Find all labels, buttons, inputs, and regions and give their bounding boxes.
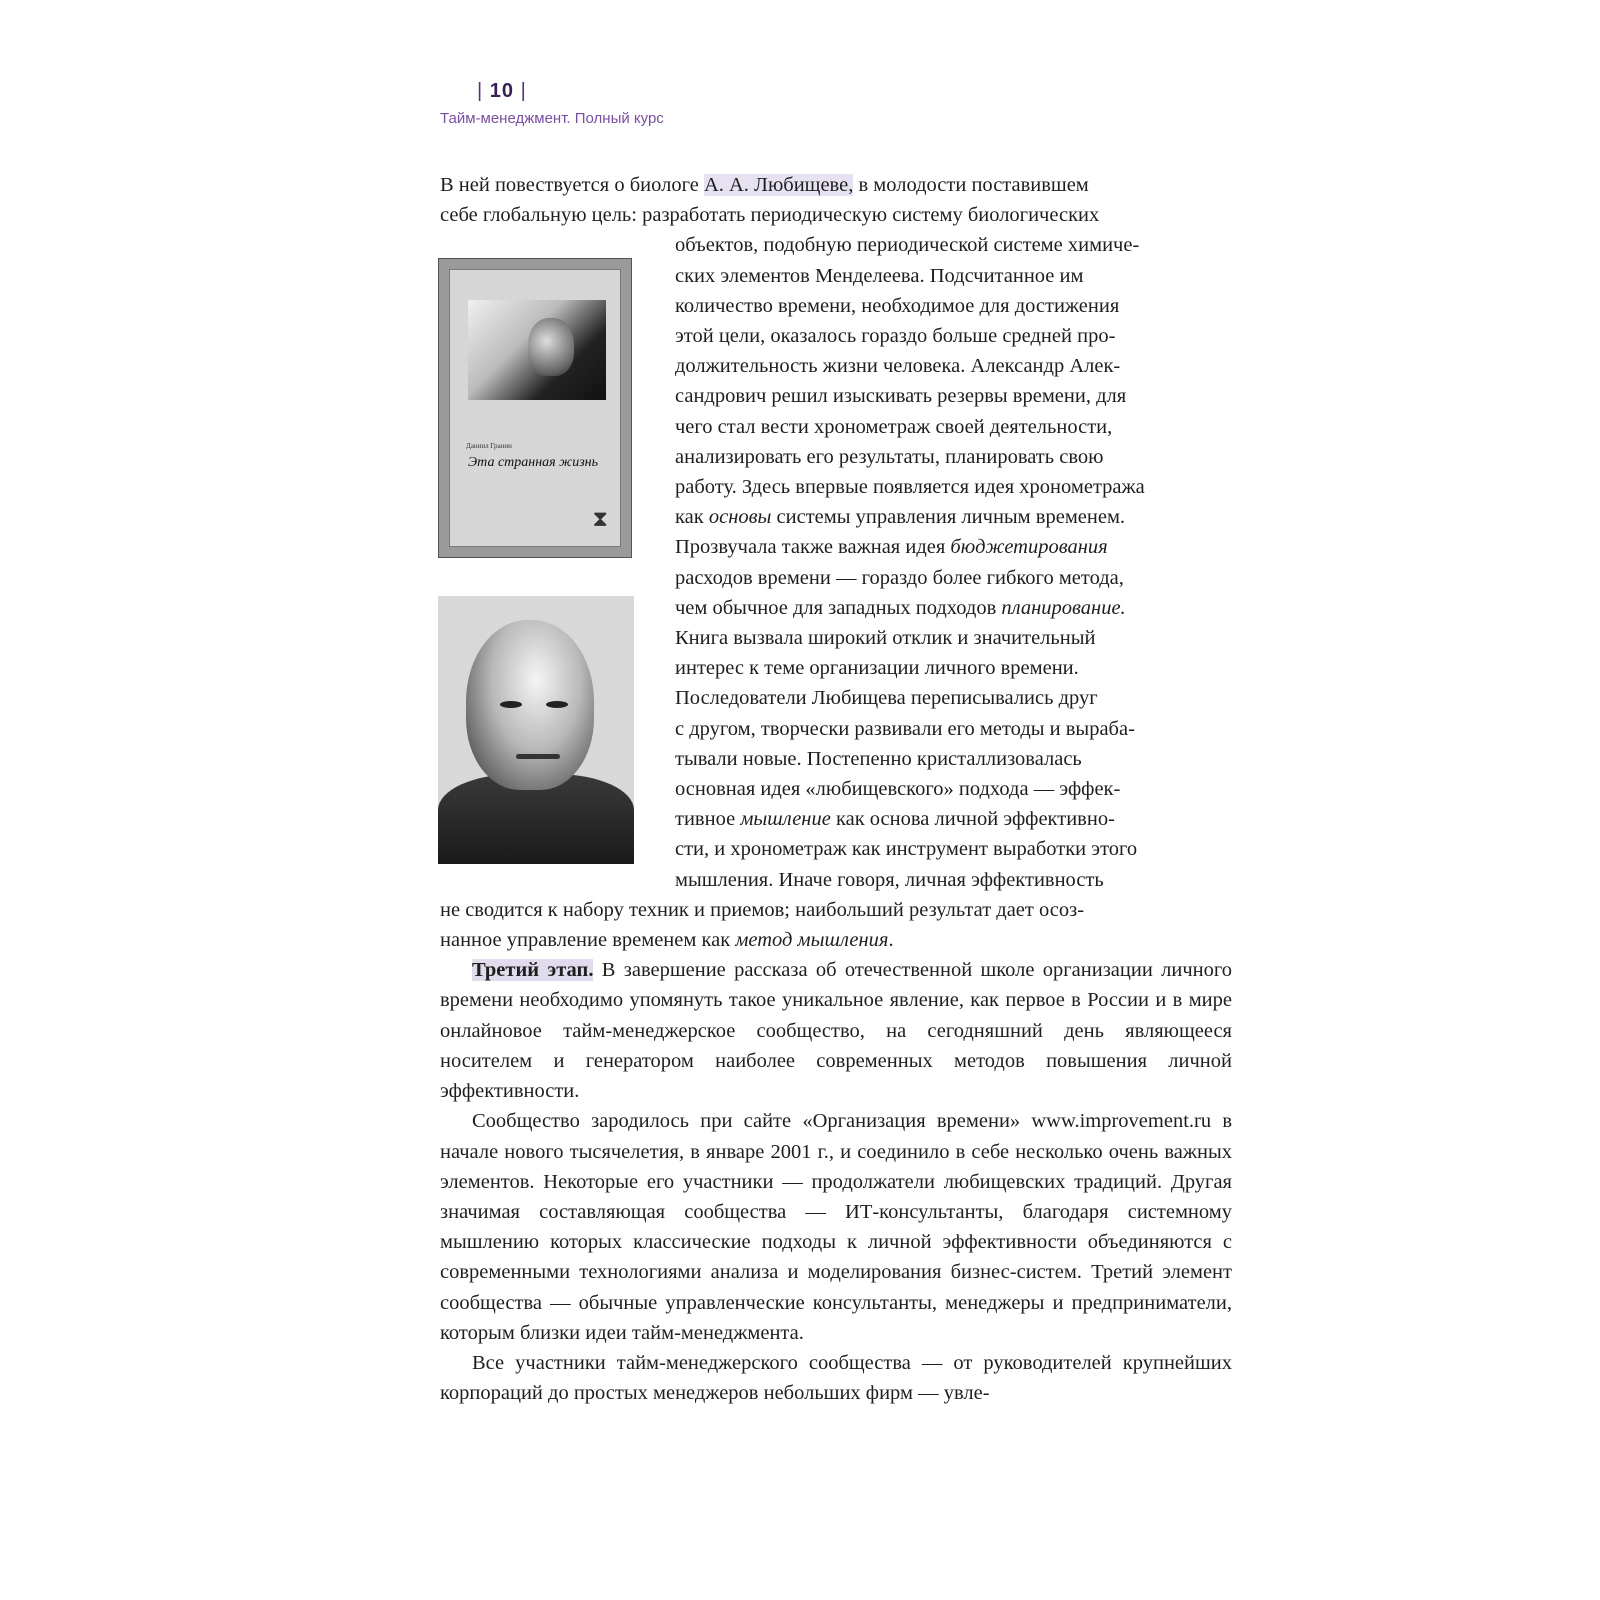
text-line: работу. Здесь впервые появляется идея хронометража [675,476,1145,499]
text-line: сандрович решил изыскивать резервы времени, для [675,385,1127,408]
text-line: расходов времени — гораздо более гибкого метода, [675,566,1124,589]
page-number: | 10 | [477,80,527,102]
section-label: Третий этап. [472,959,594,982]
body-text [440,170,1232,1408]
text-line: ских элементов Менделеева. Подсчитанное им [675,264,1084,287]
text-line: нанное управление временем как метод мышления. [440,929,894,952]
paragraph-4: Все участники тайм-менеджерского сообщества — от руководителей крупнейших корпораций до простых менеджеров небольших фирм — увле- [440,1351,1232,1405]
text-line: Прозвучала также важная идея бюджетирования [675,536,1108,559]
text-line: сти, и хронометраж как инструмент выработки этого [675,838,1138,861]
text-line: как основы системы управления личным временем. [675,506,1126,529]
text-line: анализировать его результаты, планировать свою [675,445,1104,468]
page-number-value: 10 [489,80,515,102]
text-line: интерес к теме организации личного времени. [675,657,1079,680]
text-line: В ней повествуется о биологе А. А. Любищеве, в молодости поставившем [440,174,1089,196]
text-line: тивное мышление как основа личной эффективно- [675,808,1115,831]
hourglass-icon: ⧗ [592,506,608,531]
book-cover-title: Эта странная жизнь [468,455,598,470]
text-line: не сводится к набору техник и приемов; наибольший результат дает осоз- [440,898,1085,921]
paragraph-3: Сообщество зародилось при сайте «Организация времени» www.improvement.ru в начале нового тысячелетия, в январе 2001 г., и соединило в себе несколько очень важных элементов. Некоторые его участники — продолжатели любищевских традиций. Другая значимая составляющая сообщества — ИТ-консультанты, благодаря системному мышлению которых классические подходы к личной эффективности объединяются с современными технологиями анализа и моделирования бизнес-систем. Третий элемент сообщества — обычные управленческие консультанты, менеджеры и предприниматели, которым близки идеи тайм-менеджмента. [440,1110,1232,1344]
text-line: основная идея «любищевского» подхода — эффек- [675,778,1121,801]
book-cover-author: Даниил Гранин [466,442,512,450]
highlighted-name: А. А. Любищеве, [703,174,854,196]
text-line: Последователи Любищева переписывались друг [675,687,1098,710]
text-line: с другом, творчески развивали его методы и выраба- [675,717,1135,740]
text-line: этой цели, оказалось гораздо больше средней про- [675,325,1116,348]
text-line: должительность жизни человека. Александр Алек- [675,355,1121,378]
text-line: тывали новые. Постепенно кристаллизовалась [675,747,1082,770]
running-title: Тайм-менеджмент. Полный курс [440,110,664,127]
text-line: себе глобальную цель: разработать периодическую систему биологических [440,204,1100,227]
text-line: количество времени, необходимое для достижения [675,294,1120,317]
text-line: чем обычное для западных подходов планирование. [675,596,1126,619]
text-line: объектов, подобную периодической системе химиче- [675,234,1140,257]
text-line: Книга вызвала широкий отклик и значительный [675,627,1096,650]
text-line: чего стал вести хронометраж своей деятельности, [675,415,1113,438]
text-line: мышления. Иначе говоря, личная эффективность [675,868,1104,891]
paragraph-1 [440,170,1232,955]
paragraph-2: Третий этап. В завершение рассказа об отечественной школе организации личного времени необходимо упомянуть такое уникальное явление, как первое в России и в мире онлайновое тайм-менеджерское сообщество, на сегодняшний день являющееся носителем и генератором наиболее современных методов повышения личной эффективности. [440,959,1232,1103]
